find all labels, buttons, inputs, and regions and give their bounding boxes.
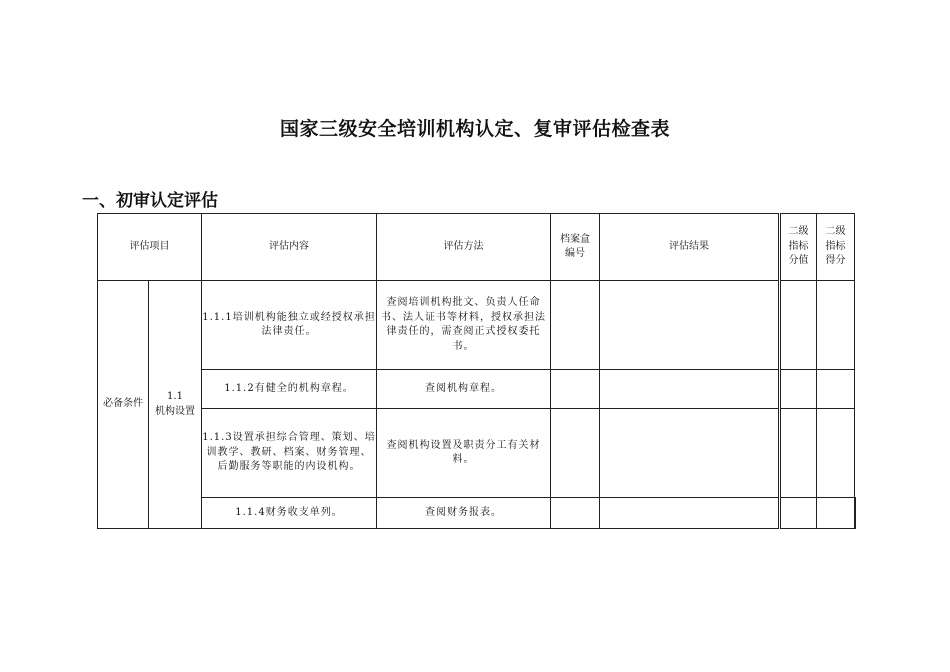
index-score-cell[interactable] <box>817 498 855 529</box>
index-score-cell[interactable] <box>817 370 855 409</box>
table-header-row <box>98 214 855 281</box>
header-value-line3: 分值 <box>788 255 809 267</box>
table-row <box>98 409 855 498</box>
header-item: 评估项目 <box>98 214 202 281</box>
subcategory-label: 机构设置 <box>155 405 195 417</box>
content-cell: 1.1.1培训机构能独立或经授权承担法律责任。 <box>202 281 377 370</box>
header-score-line2: 指标 <box>825 240 846 252</box>
header-index-value <box>780 214 817 281</box>
index-score-cell[interactable] <box>817 281 855 370</box>
header-result: 评估结果 <box>600 214 780 281</box>
table-row <box>98 281 855 370</box>
header-method: 评估方法 <box>377 214 551 281</box>
header-archive-number <box>551 214 600 281</box>
header-index-score <box>817 214 855 281</box>
index-score-cell[interactable] <box>817 409 855 498</box>
header-value-line2: 指标 <box>788 240 809 252</box>
section-heading: 一、初审认定评估 <box>82 191 218 211</box>
index-value-cell[interactable] <box>780 281 817 370</box>
content-cell: 1.1.2有健全的机构章程。 <box>202 370 377 409</box>
evaluation-table <box>97 213 856 529</box>
archive-number-cell[interactable] <box>551 370 600 409</box>
method-cell: 查阅机构章程。 <box>377 370 551 409</box>
archive-number-cell[interactable] <box>551 409 600 498</box>
method-cell: 查阅培训机构批文、负责人任命书、法人证书等材料，授权承担法律责任的，需查阅正式授权委托书。 <box>377 281 551 370</box>
method-cell: 查阅财务报表。 <box>377 498 551 529</box>
subcategory-number: 1.1 <box>167 391 183 402</box>
header-score-line3: 得分 <box>825 255 846 267</box>
index-value-cell[interactable] <box>780 370 817 409</box>
table-row <box>98 370 855 409</box>
header-archive-line2: 编号 <box>565 248 585 259</box>
header-archive-line1: 档案盒 <box>560 233 590 245</box>
header-score-line1: 二级 <box>825 226 846 238</box>
result-cell[interactable] <box>600 281 780 370</box>
archive-number-cell[interactable] <box>551 498 600 529</box>
index-value-cell[interactable] <box>780 409 817 498</box>
result-cell[interactable] <box>600 498 780 529</box>
content-cell: 1.1.3设置承担综合管理、策划、培训教学、教研、档案、财务管理、后勤服务等职能的内设机构。 <box>202 409 377 498</box>
index-value-cell[interactable] <box>780 498 817 529</box>
document-title: 国家三级安全培训机构认定、复审评估检查表 <box>279 118 670 140</box>
header-value-line1: 二级 <box>788 226 809 238</box>
category-cell: 必备条件 <box>98 281 149 529</box>
subcategory-cell <box>149 281 202 529</box>
table-row <box>98 498 855 529</box>
result-cell[interactable] <box>600 409 780 498</box>
content-cell: 1.1.4财务收支单列。 <box>202 498 377 529</box>
header-content: 评估内容 <box>202 214 377 281</box>
method-cell: 查阅机构设置及职责分工有关材料。 <box>377 409 551 498</box>
archive-number-cell[interactable] <box>551 281 600 370</box>
result-cell[interactable] <box>600 370 780 409</box>
